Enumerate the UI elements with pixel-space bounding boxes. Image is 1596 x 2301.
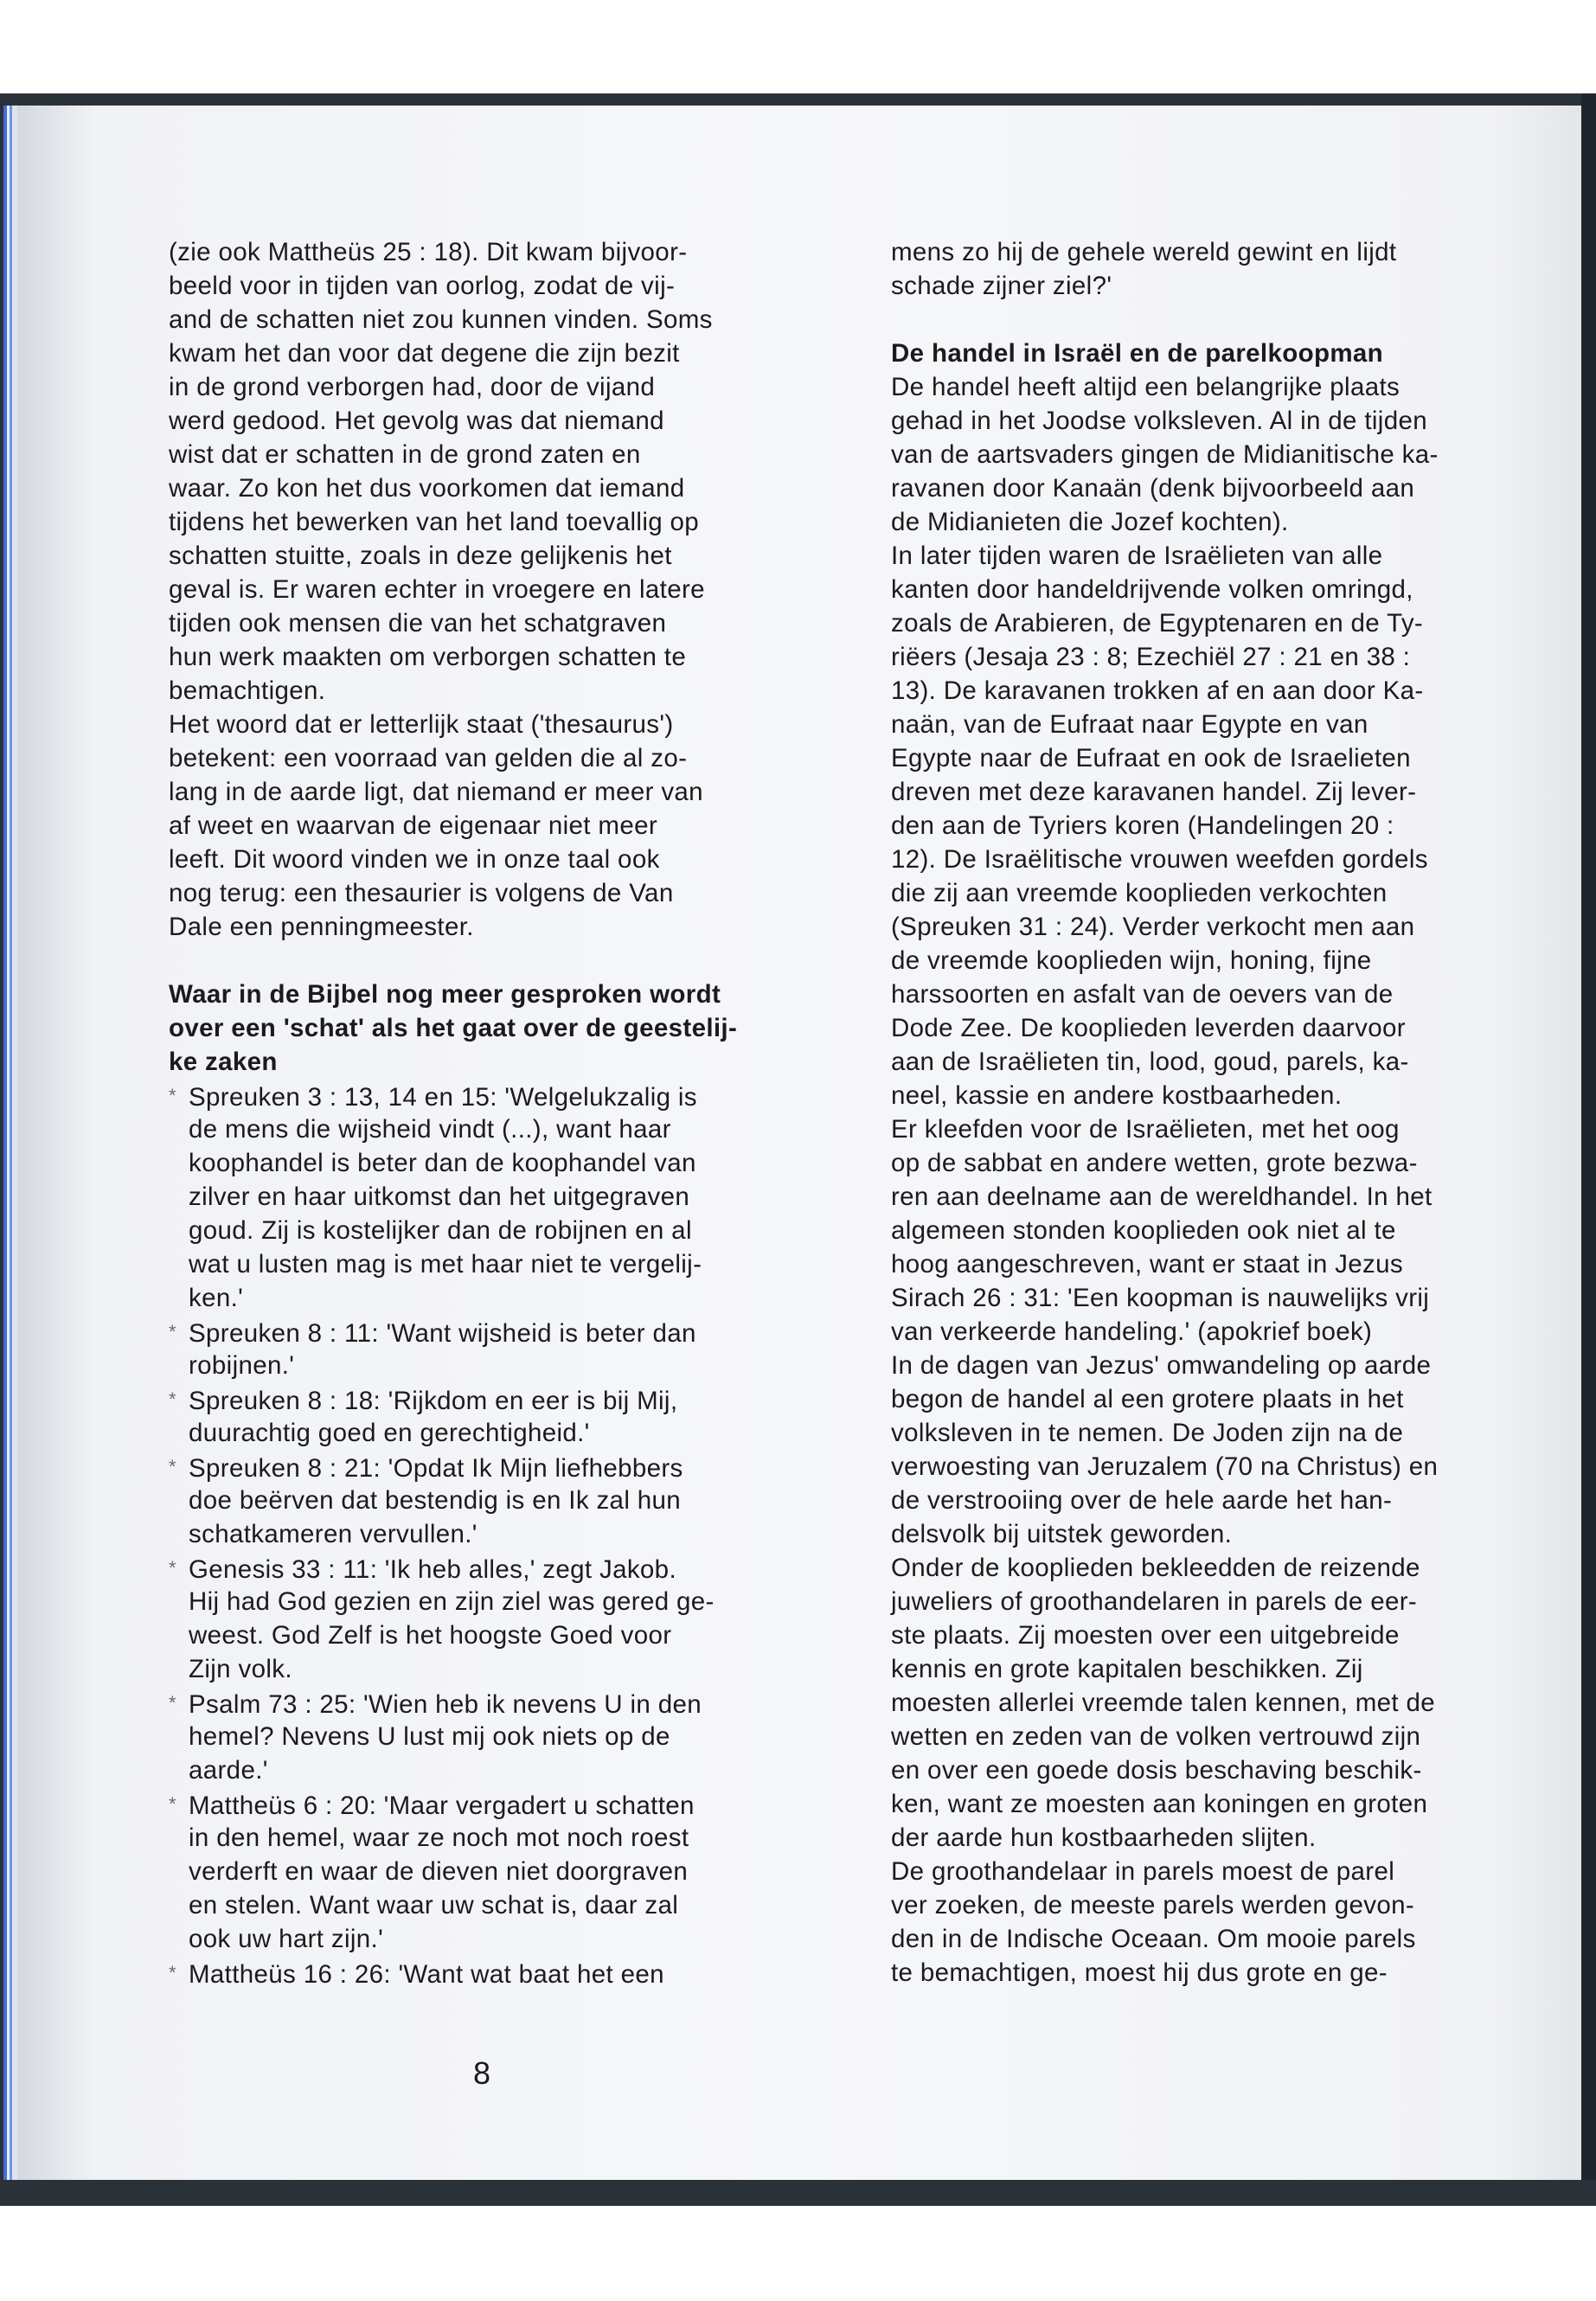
quote-continuation-line — [169, 1585, 817, 1618]
body-text-line — [891, 741, 1540, 775]
line-text: den in de Indische Oceaan. Om mooie parels — [891, 1925, 1416, 1953]
line-text: delsvolk bij uitstek geworden. — [891, 1520, 1233, 1548]
line-text: Egypte naar de Eufraat en ook de Israelieten — [891, 744, 1411, 772]
body-text-line — [169, 336, 817, 370]
body-text-line — [891, 1720, 1540, 1753]
quote-continuation-line — [169, 1652, 817, 1686]
line-text: De groothandelaar in parels moest de parel — [891, 1857, 1395, 1886]
line-text: ken.' — [189, 1284, 244, 1312]
line-text: leeft. Dit woord vinden we in onze taal ook — [169, 845, 660, 874]
asterisk-bullet-icon: * — [169, 1557, 176, 1579]
line-text: in den hemel, waar ze noch mot noch roest — [189, 1823, 689, 1852]
line-text: lang in de aarde ligt, dat niemand er meer van — [169, 778, 703, 806]
line-text: 12). De Israëlitische vrouwen weefden gordels — [891, 845, 1428, 874]
line-text: de mens die wijsheid vindt (...), want haar — [189, 1115, 671, 1144]
line-text: geval is. Er waren echter in vroegere en latere — [169, 575, 705, 604]
line-text: den aan de Tyriers koren (Handelingen 20 : — [891, 811, 1394, 840]
line-text: De handel heeft altijd een belangrijke plaats — [891, 373, 1401, 401]
bible-reference-item — [169, 1551, 817, 1585]
line-text: duurachtig goed en gerechtigheid.' — [189, 1419, 590, 1447]
asterisk-bullet-icon: * — [169, 1962, 176, 1984]
scan-background — [0, 0, 1596, 93]
line-text: hun werk maakten om verborgen schatten te — [169, 643, 687, 671]
body-text-line — [891, 1146, 1540, 1180]
line-text: Spreuken 8 : 21: 'Opdat Ik Mijn liefhebbers — [189, 1454, 683, 1483]
asterisk-bullet-icon: * — [169, 1388, 176, 1410]
section-heading-line — [169, 1011, 817, 1045]
line-text: goud. Zij is kostelijker dan de robijnen en al — [189, 1216, 692, 1245]
body-text-line — [891, 1821, 1540, 1855]
quote-continuation-line — [169, 1855, 817, 1888]
asterisk-bullet-icon: * — [169, 1321, 176, 1343]
body-text-line — [169, 539, 817, 573]
body-text-line — [169, 843, 817, 876]
body-text-line — [891, 809, 1540, 843]
body-text-line — [891, 674, 1540, 708]
body-text-line — [891, 640, 1540, 674]
body-text-line — [891, 370, 1540, 404]
line-text: wat u lusten mag is met haar niet te vergelij- — [189, 1250, 702, 1279]
bible-reference-item — [169, 1382, 817, 1416]
line-text: and de schatten niet zou kunnen vinden. Soms — [169, 305, 713, 334]
quote-continuation-line — [169, 1517, 817, 1551]
body-text-line — [891, 269, 1540, 303]
line-text: Hij had God gezien en zijn ziel was gered ge- — [189, 1587, 715, 1616]
line-text: naän, van de Eufraat naar Egypte en van — [891, 710, 1368, 739]
body-text-line — [891, 708, 1540, 741]
line-text: af weet en waarvan de eigenaar niet meer — [169, 811, 658, 840]
line-text: 13). De karavanen trokken af en aan door Ka- — [891, 676, 1424, 705]
body-text-line — [891, 1956, 1540, 1990]
right-text-column — [891, 235, 1540, 1990]
line-text: Dode Zee. De kooplieden leverden daarvoor — [891, 1014, 1406, 1042]
body-text-line — [169, 235, 817, 269]
bible-reference-item — [169, 1315, 817, 1349]
body-text-line — [169, 573, 817, 606]
body-text-line — [891, 573, 1540, 606]
body-text-line — [891, 1618, 1540, 1652]
line-text: mens zo hij de gehele wereld gewint en lijdt — [891, 238, 1397, 266]
line-text: riëers (Jesaja 23 : 8; Ezechiël 27 : 21 en 38 : — [891, 643, 1411, 671]
section-heading-line — [169, 1045, 817, 1079]
body-text-line — [169, 606, 817, 640]
line-text: wist dat er schatten in de grond zaten en — [169, 440, 641, 469]
line-text: neel, kassie en andere kostbaarheden. — [891, 1081, 1343, 1110]
body-text-line — [891, 1888, 1540, 1922]
body-text-line — [169, 640, 817, 674]
line-text: algemeen stonden kooplieden ook niet al te — [891, 1216, 1396, 1245]
line-text: kwam het dan voor dat degene die zijn bezit — [169, 339, 680, 368]
quote-continuation-line — [169, 1720, 817, 1753]
line-text: bemachtigen. — [169, 676, 326, 705]
asterisk-bullet-icon: * — [169, 1456, 176, 1477]
line-text: van verkeerde handeling.' (apokrief boek) — [891, 1317, 1373, 1346]
body-text-line — [891, 1079, 1540, 1112]
line-text: weest. God Zelf is het hoogste Goed voor — [189, 1621, 672, 1650]
bible-reference-item — [169, 1787, 817, 1821]
quote-continuation-line — [169, 1281, 817, 1315]
line-text: koophandel is beter dan de koophandel van — [189, 1149, 696, 1177]
line-text: nog terug: een thesaurier is volgens de Van — [169, 879, 674, 907]
line-text: Psalm 73 : 25: 'Wien heb ik nevens U in den — [189, 1690, 702, 1719]
line-text: tijden ook mensen die van het schatgraven — [169, 609, 667, 638]
body-text-line — [891, 1484, 1540, 1517]
body-text-line — [891, 1045, 1540, 1079]
body-text-line — [169, 741, 817, 775]
body-text-line — [891, 539, 1540, 573]
line-text: in de grond verborgen had, door de vijand — [169, 373, 656, 401]
line-text: Genesis 33 : 11: 'Ik heb alles,' zegt Jakob. — [189, 1555, 676, 1584]
line-text: wetten en zeden van de volken vertrouwd zijn — [891, 1722, 1421, 1751]
quote-continuation-line — [169, 1349, 817, 1382]
line-text: schatkameren vervullen.' — [189, 1520, 478, 1548]
line-text: volksleven in te nemen. De Joden zijn na de — [891, 1419, 1404, 1447]
body-text-line — [169, 370, 817, 404]
line-text: dreven met deze karavanen handel. Zij lever- — [891, 778, 1417, 806]
line-text: Er kleefden voor de Israëlieten, met het oog — [891, 1115, 1400, 1144]
body-text-line — [891, 1652, 1540, 1686]
line-text: Dale een penningmeester. — [169, 913, 474, 941]
body-text-line — [891, 1382, 1540, 1416]
body-text-line — [891, 404, 1540, 438]
line-text: doe beërven dat bestendig is en Ik zal hun — [189, 1486, 682, 1515]
line-text: ste plaats. Zij moesten over een uitgebreide — [891, 1621, 1400, 1650]
body-text-line — [891, 944, 1540, 977]
body-text-line — [891, 438, 1540, 471]
line-text: zoals de Arabieren, de Egyptenaren en de Ty- — [891, 609, 1424, 638]
line-text: Sirach 26 : 31: 'Een koopman is nauwelijks vrij — [891, 1284, 1430, 1312]
body-text-line — [891, 1753, 1540, 1787]
line-text: In de dagen van Jezus' omwandeling op aarde — [891, 1351, 1432, 1380]
body-text-line — [891, 1112, 1540, 1146]
quote-continuation-line — [169, 1888, 817, 1922]
body-text-line — [891, 505, 1540, 539]
line-text: aarde.' — [189, 1756, 268, 1785]
body-text-line — [169, 303, 817, 336]
body-text-line — [891, 775, 1540, 809]
paragraph-spacer — [169, 944, 817, 977]
line-text: harssoorten en asfalt van de oevers van de — [891, 980, 1394, 1009]
body-text-line — [891, 1855, 1540, 1888]
quote-continuation-line — [169, 1416, 817, 1450]
quote-continuation-line — [169, 1112, 817, 1146]
body-text-line — [891, 1517, 1540, 1551]
line-text: schade zijner ziel?' — [891, 272, 1112, 300]
asterisk-bullet-icon: * — [169, 1692, 176, 1714]
line-text: In later tijden waren de Israëlieten van alle — [891, 542, 1383, 570]
line-text: hemel? Nevens U lust mij ook niets op de — [189, 1722, 670, 1751]
quote-continuation-line — [169, 1821, 817, 1855]
line-text: ken, want ze moesten aan koningen en groten — [891, 1790, 1428, 1818]
body-text-line — [169, 876, 817, 910]
line-text: ver zoeken, de meeste parels werden gevon- — [891, 1891, 1415, 1920]
bible-reference-item — [169, 1956, 817, 1990]
quote-continuation-line — [169, 1484, 817, 1517]
quote-continuation-line — [169, 1146, 817, 1180]
body-text-line — [891, 1349, 1540, 1382]
line-text: aan de Israëlieten tin, lood, goud, parels, ka- — [891, 1048, 1409, 1076]
line-text: der aarde hun kostbaarheden slijten. — [891, 1823, 1317, 1852]
line-text: Spreuken 3 : 13, 14 en 15: 'Welgelukzalig is — [189, 1083, 697, 1112]
line-text: kanten door handeldrijvende volken omringd, — [891, 575, 1413, 604]
line-text: Spreuken 8 : 11: 'Want wijsheid is beter dan — [189, 1319, 696, 1348]
body-text-line — [891, 843, 1540, 876]
line-text: die zij aan vreemde kooplieden verkochten — [891, 879, 1388, 907]
line-text: tijdens het bewerken van het land toevallig op — [169, 508, 700, 536]
line-text: Mattheüs 6 : 20: 'Maar vergadert u schatten — [189, 1791, 695, 1820]
line-text: ook uw hart zijn.' — [189, 1925, 384, 1953]
quote-continuation-line — [169, 1922, 817, 1956]
book-cover-top-edge — [0, 93, 1596, 106]
bible-reference-item — [169, 1686, 817, 1720]
line-text: juweliers of groothandelaren in parels de eer- — [891, 1587, 1418, 1616]
page-number: 8 — [473, 2055, 491, 2091]
line-text: Zijn volk. — [189, 1655, 292, 1683]
body-text-line — [891, 1787, 1540, 1821]
body-text-line — [891, 1686, 1540, 1720]
line-text: over een 'schat' als het gaat over de geestelij- — [169, 1014, 738, 1042]
body-text-line — [891, 910, 1540, 944]
line-text: gehad in het Joodse volksleven. Al in de tijden — [891, 407, 1427, 435]
quote-continuation-line — [169, 1180, 817, 1214]
line-text: op de sabbat en andere wetten, grote bezwa- — [891, 1149, 1418, 1177]
line-text: Waar in de Bijbel nog meer gesproken wordt — [169, 980, 721, 1009]
line-text: verwoesting van Jeruzalem (70 na Christus) en — [891, 1452, 1439, 1481]
line-text: kennis en grote kapitalen beschikken. Zij — [891, 1655, 1363, 1683]
bible-reference-item — [169, 1079, 817, 1112]
body-text-line — [169, 438, 817, 471]
body-text-line — [169, 708, 817, 741]
line-text: de verstrooiing over de hele aarde het han- — [891, 1486, 1393, 1515]
body-text-line — [891, 977, 1540, 1011]
line-text: verderft en waar de dieven niet doorgraven — [189, 1857, 689, 1886]
line-text: hoog aangeschreven, want er staat in Jezus — [891, 1250, 1403, 1279]
body-text-line — [169, 809, 817, 843]
book-cover-bottom-edge — [0, 2180, 1596, 2206]
line-text: waar. Zo kon het dus voorkomen dat iemand — [169, 474, 685, 503]
body-text-line — [891, 235, 1540, 269]
line-text: moesten allerlei vreemde talen kennen, met de — [891, 1689, 1436, 1717]
line-text: en stelen. Want waar uw schat is, daar zal — [189, 1891, 679, 1920]
line-text: te bemachtigen, moest hij dus grote en ge- — [891, 1958, 1388, 1987]
body-text-line — [891, 1180, 1540, 1214]
book-cover-right-edge — [1581, 93, 1596, 2206]
line-text: ravanen door Kanaän (denk bijvoorbeeld aan — [891, 474, 1415, 503]
body-text-line — [891, 876, 1540, 910]
book-page — [17, 106, 1581, 2180]
line-text: Onder de kooplieden bekleedden de reizende — [891, 1554, 1420, 1582]
line-text: Het woord dat er letterlijk staat ('thesaurus') — [169, 710, 674, 739]
body-text-line — [891, 1281, 1540, 1315]
body-text-line — [891, 1450, 1540, 1484]
line-text: ke zaken — [169, 1048, 278, 1076]
left-text-column — [169, 235, 817, 1990]
body-text-line — [891, 1247, 1540, 1281]
line-text: de Midianieten die Jozef kochten). — [891, 508, 1289, 536]
line-text: zilver en haar uitkomst dan het uitgegraven — [189, 1183, 690, 1211]
body-text-line — [891, 471, 1540, 505]
body-text-line — [169, 269, 817, 303]
book-spine-edge — [0, 106, 17, 2180]
body-text-line — [169, 775, 817, 809]
body-text-line — [169, 674, 817, 708]
line-text: beeld voor in tijden van oorlog, zodat de vij- — [169, 272, 676, 300]
line-text: ren aan deelname aan de wereldhandel. In het — [891, 1183, 1433, 1211]
line-text: en over een goede dosis beschaving beschik- — [891, 1756, 1422, 1785]
asterisk-bullet-icon: * — [169, 1793, 176, 1815]
body-text-line — [891, 606, 1540, 640]
line-text: schatten stuitte, zoals in deze gelijkenis het — [169, 542, 672, 570]
bible-reference-item — [169, 1450, 817, 1484]
line-text: begon de handel al een grotere plaats in het — [891, 1385, 1404, 1413]
body-text-line — [169, 505, 817, 539]
body-text-line — [891, 1922, 1540, 1956]
quote-continuation-line — [169, 1214, 817, 1247]
line-text: Mattheüs 16 : 26: 'Want wat baat het een — [189, 1960, 664, 1989]
paragraph-spacer — [891, 303, 1540, 336]
quote-continuation-line — [169, 1618, 817, 1652]
body-text-line — [891, 1551, 1540, 1585]
line-text: Spreuken 8 : 18: 'Rijkdom en eer is bij Mij, — [189, 1387, 678, 1415]
line-text: robijnen.' — [189, 1351, 295, 1380]
line-text: (zie ook Mattheüs 25 : 18). Dit kwam bijvoor- — [169, 238, 688, 266]
body-text-line — [891, 1585, 1540, 1618]
body-text-line — [169, 471, 817, 505]
asterisk-bullet-icon: * — [169, 1085, 176, 1106]
body-text-line — [891, 1214, 1540, 1247]
line-text: werd gedood. Het gevolg was dat niemand — [169, 407, 664, 435]
body-text-line — [169, 910, 817, 944]
body-text-line — [169, 404, 817, 438]
line-text: (Spreuken 31 : 24). Verder verkocht men aan — [891, 913, 1415, 941]
body-text-line — [891, 1011, 1540, 1045]
quote-continuation-line — [169, 1247, 817, 1281]
section-heading-line — [169, 977, 817, 1011]
line-text: betekent: een voorraad van gelden die al zo- — [169, 744, 688, 772]
quote-continuation-line — [169, 1753, 817, 1787]
body-text-line — [891, 1416, 1540, 1450]
line-text: de vreemde kooplieden wijn, honing, fijne — [891, 946, 1372, 975]
line-text: De handel in Israël en de parelkoopman — [891, 339, 1384, 368]
section-heading-line — [891, 336, 1540, 370]
line-text: van de aartsvaders gingen de Midianitische ka- — [891, 440, 1439, 469]
body-text-line — [891, 1315, 1540, 1349]
